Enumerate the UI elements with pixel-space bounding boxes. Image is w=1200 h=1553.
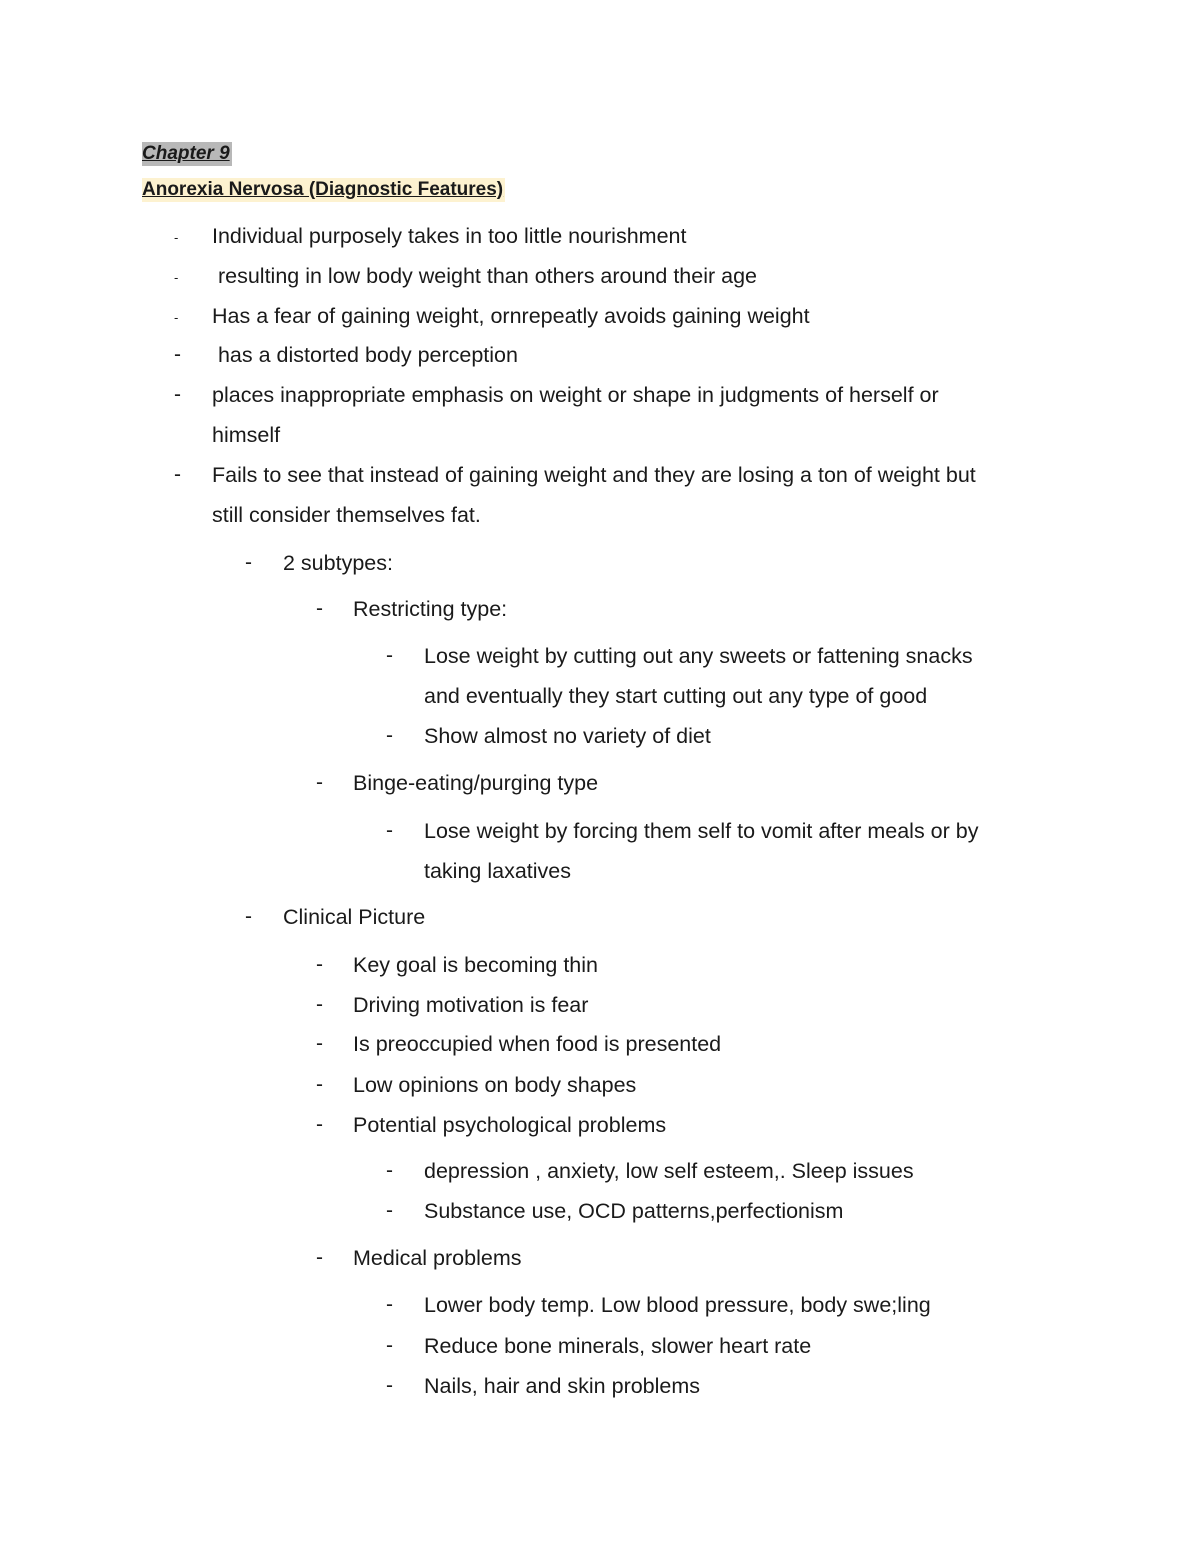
list-item: has a distorted body perception — [212, 343, 518, 367]
list-item: 2 subtypes: — [283, 551, 393, 575]
list-item: Medical problems — [353, 1246, 522, 1270]
list-item: Nails, hair and skin problems — [424, 1374, 701, 1398]
list-item: Lower body temp. Low blood pressure, body swe;ling — [424, 1293, 931, 1317]
bullet-marker: - — [245, 905, 252, 928]
list-item: depression , anxiety, low self esteem,. Sleep issues — [424, 1159, 914, 1183]
chapter-heading: Chapter 9 — [142, 143, 230, 164]
list-item-continuation: and eventually they start cutting out any type of good — [424, 684, 928, 708]
list-item: Restricting type: — [353, 597, 508, 621]
list-item: Clinical Picture — [283, 905, 426, 929]
bullet-marker: - — [316, 993, 323, 1016]
list-item: Show almost no variety of diet — [424, 724, 711, 748]
bullet-marker: - — [174, 310, 179, 325]
list-item: Lose weight by forcing them self to vomit after meals or by — [424, 819, 979, 843]
bullet-marker: - — [316, 1032, 323, 1055]
list-item: Potential psychological problems — [353, 1113, 667, 1137]
list-item: resulting in low body weight than others around their age — [212, 264, 758, 288]
bullet-marker: - — [174, 230, 179, 245]
list-item-continuation: himself — [212, 423, 281, 447]
bullet-marker: - — [316, 771, 323, 794]
list-item: Has a fear of gaining weight, ornrepeatly avoids gaining weight — [212, 304, 810, 328]
list-item: Substance use, OCD patterns,perfectionism — [424, 1199, 844, 1223]
list-item: Individual purposely takes in too little nourishment — [212, 224, 687, 248]
bullet-marker: - — [316, 1246, 323, 1269]
bullet-marker: - — [386, 1199, 393, 1222]
list-item: Lose weight by cutting out any sweets or fattening snacks — [424, 644, 973, 668]
list-item: Low opinions on body shapes — [353, 1073, 637, 1097]
list-item: Driving motivation is fear — [353, 993, 589, 1017]
bullet-marker: - — [386, 819, 393, 842]
list-item: Key goal is becoming thin — [353, 953, 599, 977]
list-item: places inappropriate emphasis on weight or shape in judgments of herself or — [212, 383, 939, 407]
bullet-marker: - — [316, 1073, 323, 1096]
bullet-marker: - — [386, 1334, 393, 1357]
bullet-marker: - — [174, 463, 181, 486]
bullet-marker: - — [316, 597, 323, 620]
list-item: Reduce bone minerals, slower heart rate — [424, 1334, 812, 1358]
bullet-marker: - — [316, 953, 323, 976]
list-item-continuation: taking laxatives — [424, 859, 571, 883]
section-title: Anorexia Nervosa (Diagnostic Features) — [142, 179, 504, 200]
bullet-marker: - — [386, 724, 393, 747]
list-item: Is preoccupied when food is presented — [353, 1032, 722, 1056]
bullet-marker: - — [386, 1374, 393, 1397]
list-item: Binge-eating/purging type — [353, 771, 599, 795]
list-item: Fails to see that instead of gaining weight and they are losing a ton of weight but — [212, 463, 976, 487]
bullet-marker: - — [386, 1293, 393, 1316]
bullet-marker: - — [174, 270, 179, 285]
bullet-marker: - — [386, 644, 393, 667]
list-item-continuation: still consider themselves fat. — [212, 503, 481, 527]
bullet-marker: - — [174, 383, 181, 406]
bullet-marker: - — [386, 1159, 393, 1182]
bullet-marker: - — [316, 1113, 323, 1136]
bullet-marker: - — [174, 343, 181, 366]
bullet-marker: - — [245, 551, 252, 574]
